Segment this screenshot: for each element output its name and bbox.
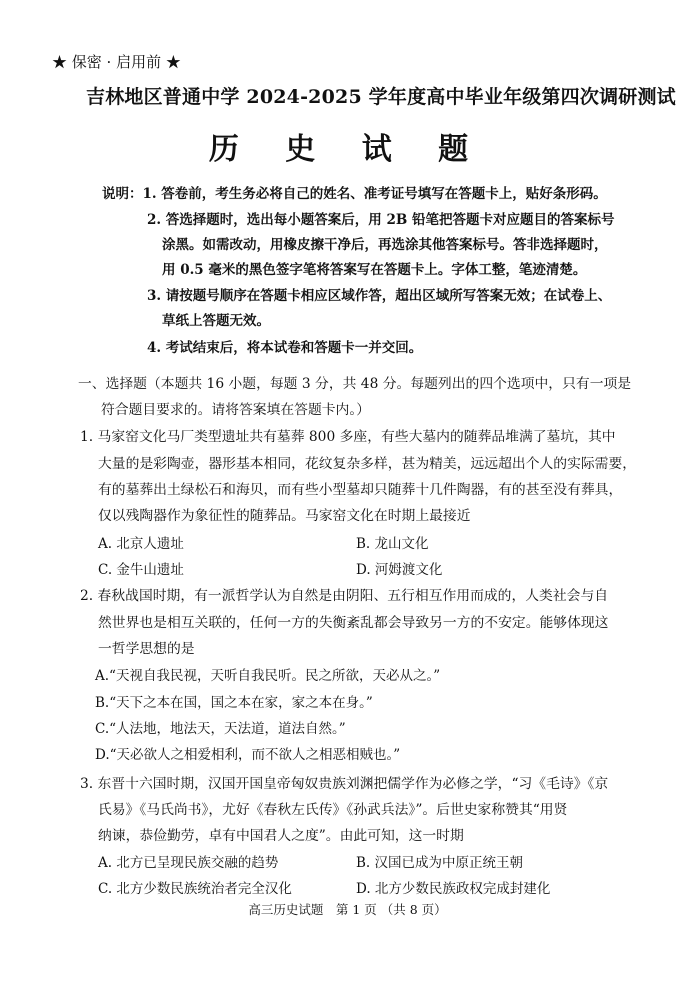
- q2-option-d: D.“天必欲人之相爱相利，而不欲人之相恶相贼也。”: [95, 747, 401, 763]
- q2-option-b: B.“天下之本在国，国之本在家，家之本在身。”: [95, 695, 373, 711]
- page-footer: 高三历史试题 第 1 页 （共 8 页）: [248, 902, 447, 917]
- confidential-mark: ★ 保密 · 启用前 ★: [52, 53, 181, 71]
- q2-stem-line: 2. 春秋战国时期，有一派哲学认为自然是由阴阳、五行相互作用而成的，人类社会与自: [80, 588, 609, 604]
- section-heading-cont: 符合题目要求的。请将答案填在答题卡内。）: [101, 402, 371, 418]
- instruction-line: 用 0.5 毫米的黑色签字笔将答案写在答题卡上。字体工整，笔迹清楚。: [162, 262, 587, 278]
- instruction-line: 4. 考试结束后，将本试卷和答题卡一并交回。: [147, 340, 423, 356]
- q1-stem-line: 有的墓葬出土绿松石和海贝，而有些小型墓却只随葬十几件陶器，有的甚至没有葬具，: [98, 482, 623, 498]
- q3-option-b: B. 汉国已成为中原正统王朝: [356, 855, 524, 871]
- q3-stem-line: 氏易》《马氏尚书》，尤好《春秋左氏传》《孙武兵法》”。后世史家称赞其“用贤: [98, 802, 568, 818]
- q2-stem-line: 一哲学思想的是: [98, 641, 195, 657]
- q2-option-c: C.“人法地，地法天，天法道，道法自然。”: [95, 721, 346, 737]
- q2-stem-line: 然世界也是相互关联的，任何一方的失衡紊乱都会导致另一方的不安定。能够体现这: [98, 615, 609, 631]
- q2-option-a: A.“天视自我民视，天听自我民听。民之所欲，天必从之。”: [95, 668, 441, 684]
- q1-option-c: C. 金牛山遗址: [98, 562, 184, 578]
- q3-stem-line: 3. 东晋十六国时期，汉国开国皇帝匈奴贵族刘渊把儒学作为必修之学，“习《毛诗》《京: [80, 776, 609, 792]
- section-heading: 一、选择题（本题共 16 小题，每题 3 分，共 48 分。每题列出的四个选项中，只有一项是: [78, 376, 632, 392]
- q1-option-d: D. 河姆渡文化: [356, 562, 443, 578]
- q1-option-b: B. 龙山文化: [356, 536, 429, 552]
- q3-option-c: C. 北方少数民族统治者完全汉化: [98, 881, 292, 897]
- q1-stem-line: 1. 马家窑文化马厂类型遗址共有墓葬 800 多座，有些大墓内的随葬品堆满了墓坑，其中: [80, 429, 616, 445]
- instruction-line: 草纸上答题无效。: [162, 313, 270, 329]
- q3-stem-line: 纳谏，恭俭勤劳，卓有中国君人之度”。由此可知，这一时期: [98, 828, 464, 844]
- instruction-line: 涂黑。如需改动，用橡皮擦干净后，再选涂其他答案标号。答非选择题时，: [162, 237, 608, 253]
- q1-option-a: A. 北京人遗址: [98, 536, 184, 552]
- q3-option-d: D. 北方少数民族政权完成封建化: [356, 881, 551, 897]
- exam-title: 吉林地区普通中学 2024-2025 学年度高中毕业年级第四次调研测试: [86, 86, 676, 108]
- instruction-line: 2. 答选择题时，选出每小题答案后，用 2B 铅笔把答题卡对应题目的答案标号: [147, 212, 615, 228]
- q1-stem-line: 仅以残陶器作为象征性的随葬品。马家窑文化在时期上最接近: [98, 508, 471, 524]
- instruction-line: 3. 请按题号顺序在答题卡相应区域作答，超出区域所写答案无效；在试卷上、: [147, 288, 612, 304]
- subject-title: 历 史 试 题: [208, 132, 487, 167]
- instruction-line: 说明：1. 答卷前，考生务必将自己的姓名、准考证号填写在答题卡上，贴好条形码。: [102, 186, 607, 202]
- q1-stem-line: 大量的是彩陶壶，器形基本相同，花纹复杂多样，甚为精美，远远超出个人的实际需要，: [98, 456, 637, 472]
- q3-option-a: A. 北方已呈现民族交融的趋势: [98, 855, 279, 871]
